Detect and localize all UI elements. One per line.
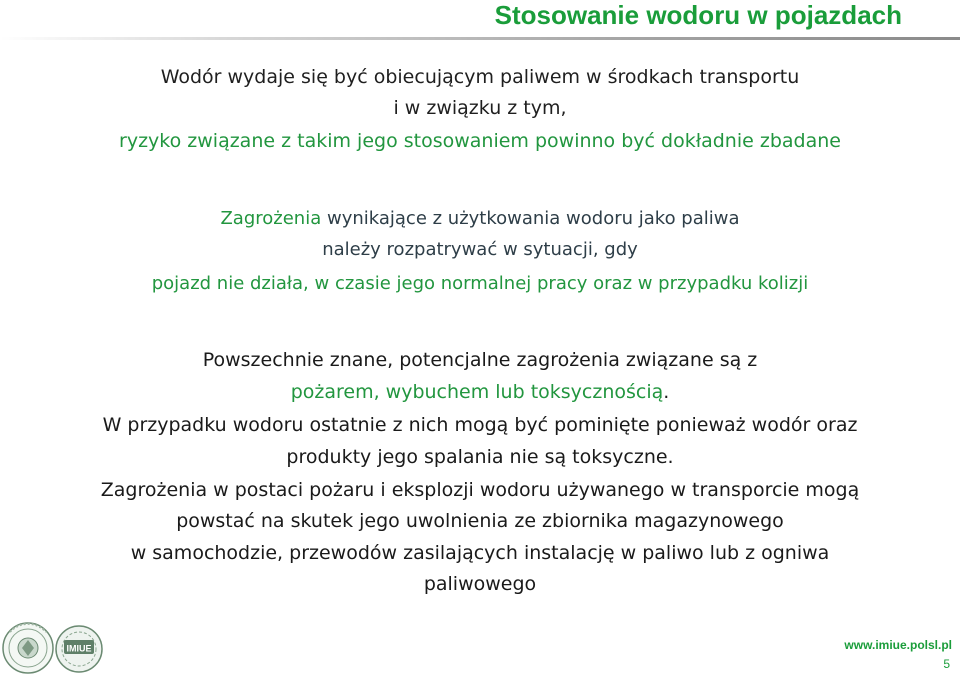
imiue-logo-icon (56, 626, 102, 672)
paragraph2-line1-rest: wynikające z użytkowania wodoru jako paliwa (321, 208, 740, 229)
paragraph3-line2-period: . (663, 381, 670, 403)
paragraph3-line2 (0, 377, 960, 407)
paragraph3-line8: paliwowego (423, 573, 537, 595)
paragraph2-line3-text: pojazd nie działa, w czasie jego normalnej pracy oraz w przypadku kolizji (151, 273, 809, 294)
title-divider (0, 37, 960, 40)
page-title: Stosowanie wodoru w pojazdach (494, 0, 902, 30)
paragraph3-hazard-types: pożarem, wybuchem lub toksycznością (290, 381, 664, 403)
paragraph1-line3 (0, 126, 960, 156)
paragraph2-line3 (0, 269, 960, 299)
paragraph2-hazards-word: Zagrożenia (220, 208, 322, 229)
paragraph3-line6: powstać na skutek jego uwolnienia ze zbiornika magazynowego (176, 510, 784, 532)
paragraph2-line2: należy rozpatrywać w sytuacji, gdy (322, 239, 638, 260)
politechnika-seal-icon (3, 623, 53, 673)
page-number: 5 (943, 657, 950, 671)
paragraph3-line1: Powszechnie znane, potencjalne zagrożenia związane są z (202, 349, 758, 371)
footer-logos (0, 612, 110, 674)
paragraph3-line3: W przypadku wodoru ostatnie z nich mogą być pominięte ponieważ wodór oraz (102, 414, 858, 436)
footer-url[interactable]: www.imiue.polsl.pl (844, 638, 952, 652)
paragraph1-line3-text: ryzyko związane z takim jego stosowaniem powinno być dokładnie zbadane (119, 130, 841, 152)
paragraph3-line5: Zagrożenia w postaci pożaru i eksplozji wodoru używanego w transporcie mogą (100, 479, 860, 501)
paragraph3-line7: w samochodzie, przewodów zasilających instalację w paliwo lub z ogniwa (130, 542, 830, 564)
paragraph1-line1: Wodór wydaje się być obiecującym paliwem w środkach transportu (160, 66, 800, 88)
paragraph3-line4: produkty jego spalania nie są toksyczne. (286, 446, 674, 468)
paragraph1-line2: i w związku z tym, (393, 97, 567, 119)
imiue-logo-text: IMIUE (66, 643, 92, 654)
paragraph2-line1 (0, 204, 960, 234)
